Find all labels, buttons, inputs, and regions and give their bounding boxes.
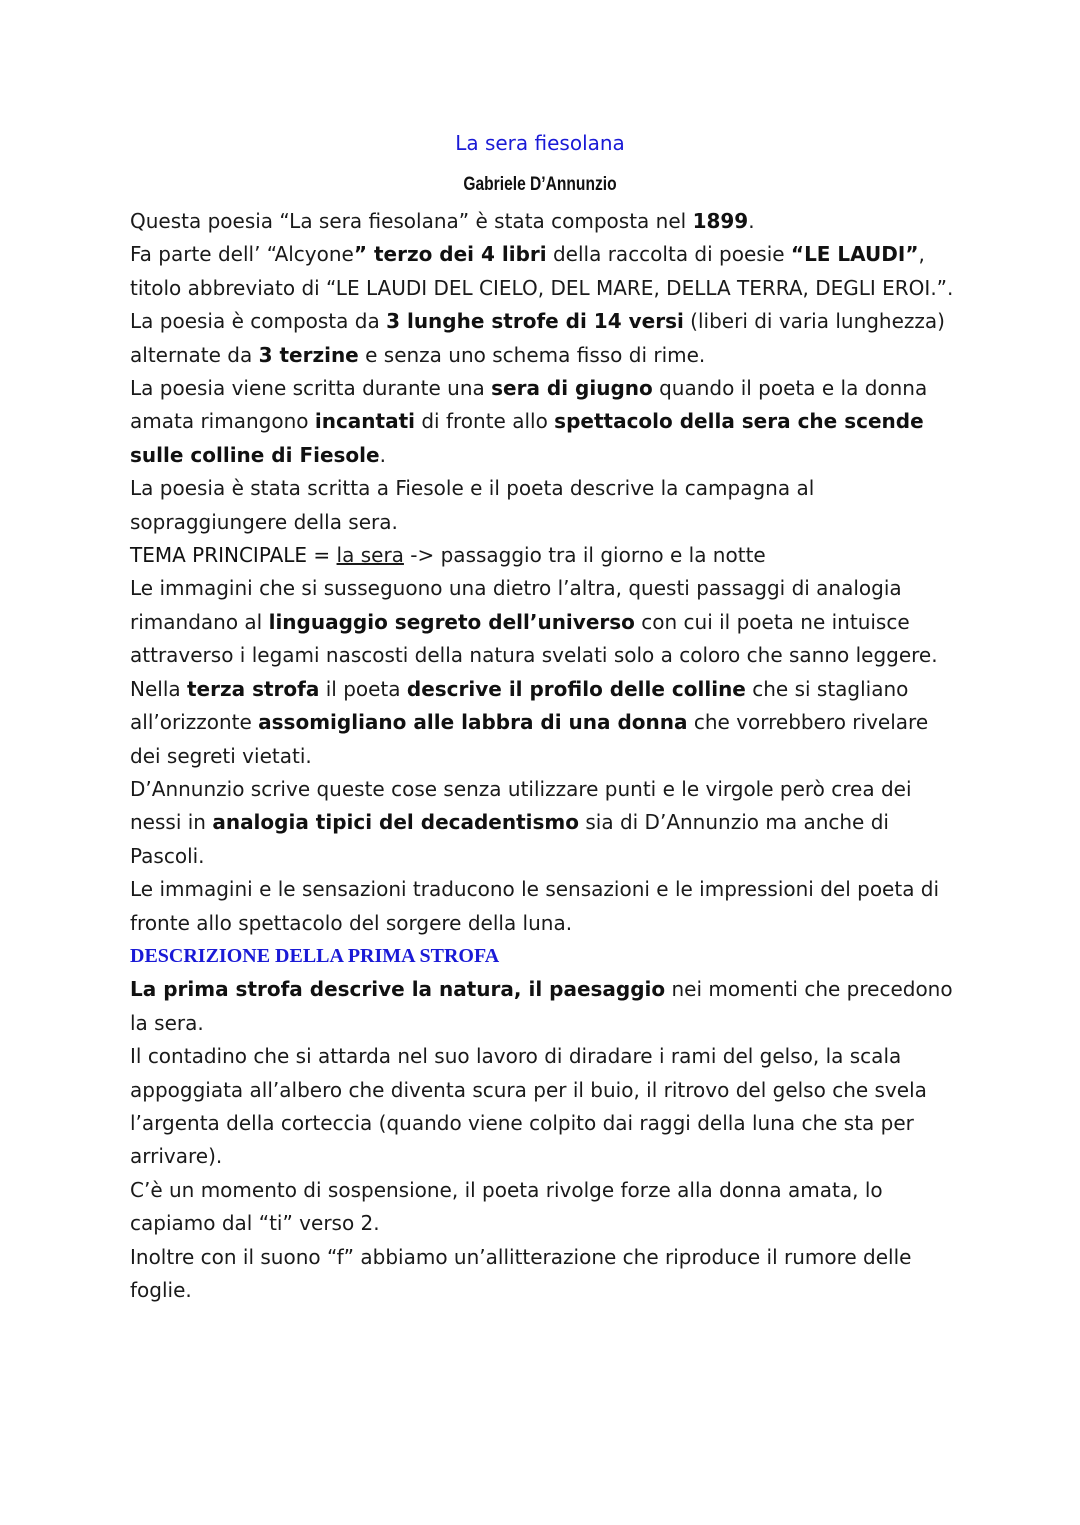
paragraph-structure: La poesia è composta da 3 lunghe strofe di 14 versi (liberi di varia lunghezza) alternate da 3 terzine e senza uno schema fisso di rime. — [130, 309, 945, 367]
paragraph-sensations: Le immagini e le sensazioni traducono le sensazioni e le impressioni del poeta di fronte allo spettacolo del sorgere della luna. — [130, 877, 940, 935]
paragraph-fiesole: La poesia è stata scritta a Fiesole e il poeta descrive la campagna al sopraggiungere della sera. — [130, 476, 815, 534]
document-body — [130, 205, 960, 1307]
paragraph-alcyone: Fa parte dell’ “Alcyone” terzo dei 4 libri della raccolta di poesie “LE LAUDI”, titolo abbreviato di “LE LAUDI DEL CIELO, DEL MARE, DELLA TERRA, DEGLI EROI.”. — [130, 242, 954, 300]
paragraph-suspension: C’è un momento di sospensione, il poeta rivolge forze alla donna amata, lo capiamo dal “ti” verso 2. — [130, 1177, 883, 1236]
paragraph-alliteration: Inoltre con il suono “f” abbiamo un’allitterazione che riproduce il rumore delle foglie. — [130, 1244, 912, 1302]
paragraph-third-stanza: Nella terza strofa il poeta descrive il profilo delle colline che si stagliano all’orizzonte assomigliano alle labbra di una donna che vorrebbero rivelare dei segreti vietati. — [130, 676, 929, 768]
paragraph-composition: Questa poesia “La sera fiesolana” è stata composta nel 1899. — [130, 209, 755, 233]
paragraph-june-evening: La poesia viene scritta durante una sera di giugno quando il poeta e la donna amata rimangono incantati di fronte allo spettacolo della sera che scende sulle colline di Fiesole. — [130, 376, 928, 467]
paragraph-analogies: Le immagini che si susseguono una dietro l’altra, questi passaggi di analogia rimandano al linguaggio segreto dell’universo con cui il poeta ne intuisce attraverso i legami nascosti della natura svelati solo a coloro che sanno leggere. — [130, 576, 938, 668]
document-author: Gabriele D’Annunzio — [463, 174, 617, 195]
paragraph-farmer: Il contadino che si attarda nel suo lavoro di diradare i rami del gelso, la scala appoggiata all’albero che diventa scura per il buio, il ritrovo del gelso che svela l’argenta della corteccia (quando viene colpito dai raggi della luna che sta per arrivare). — [130, 1044, 927, 1169]
paragraph-first-stanza: La prima strofa descrive la natura, il paesaggio nei momenti che precedono la sera. — [130, 977, 953, 1035]
section-heading-first-stanza: DESCRIZIONE DELLA PRIMA STROFA — [130, 944, 500, 967]
paragraph-decadentism: D’Annunzio scrive queste cose senza utilizzare punti e le virgole però crea dei nessi in analogia tipici del decadentismo sia di D’Annunzio ma anche di Pascoli. — [130, 776, 912, 868]
document-title: La sera fiesolana — [455, 131, 625, 155]
paragraph-main-theme: TEMA PRINCIPALE = la sera -> passaggio tra il giorno e la notte — [130, 543, 766, 568]
